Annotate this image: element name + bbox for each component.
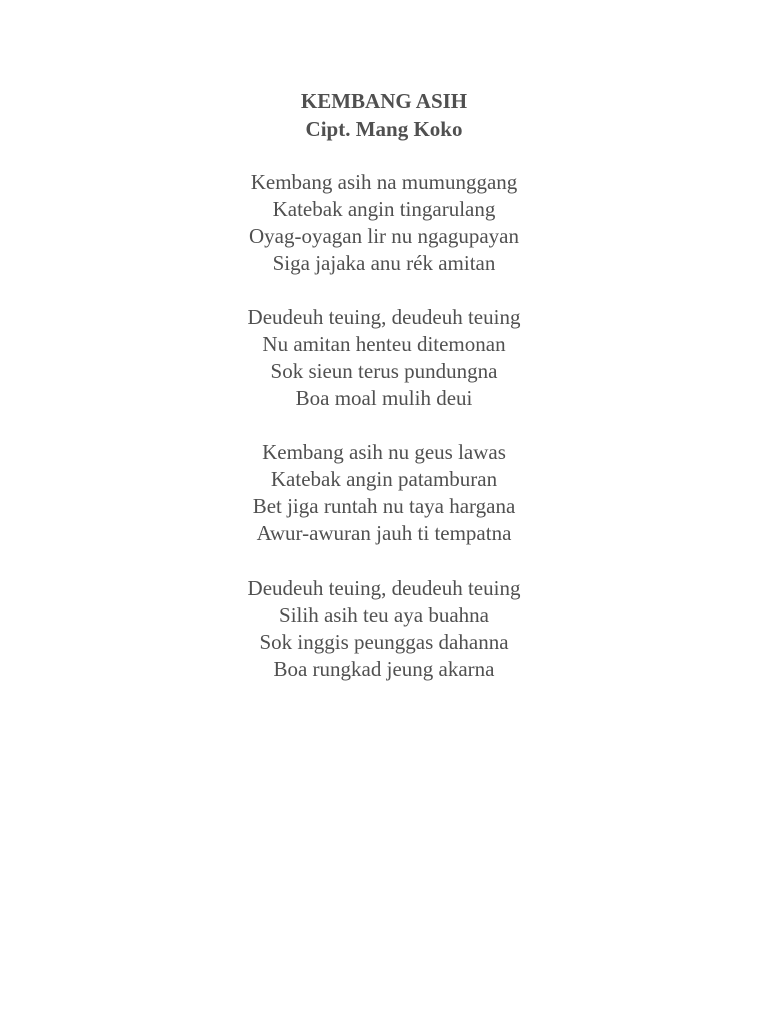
stanza-4 <box>0 575 768 683</box>
lyric-line: Boa moal mulih deui <box>295 386 473 410</box>
lyric-line: Boa rungkad jeung akarna <box>273 657 495 681</box>
lyric-line: Awur-awuran jauh ti tempatna <box>256 521 512 545</box>
lyric-line: Sok sieun terus pundungna <box>270 359 498 383</box>
lyric-line: Katebak angin patamburan <box>270 467 498 491</box>
lyric-line: Kembang asih na mumunggang <box>250 170 518 194</box>
lyric-line: Deudeuh teuing, deudeuh teuing <box>247 305 521 329</box>
lyric-line: Kembang asih nu geus lawas <box>262 440 506 464</box>
song-title: KEMBANG ASIH <box>300 89 468 113</box>
song-credit: Cipt. Mang Koko <box>305 117 463 141</box>
lyric-line: Siga jajaka anu rék amitan <box>272 251 496 275</box>
lyric-line: Bet jiga runtah nu taya hargana <box>252 494 516 518</box>
lyric-line: Deudeuh teuing, deudeuh teuing <box>247 576 521 600</box>
lyric-line: Nu amitan henteu ditemonan <box>262 332 506 356</box>
title-block <box>0 87 768 143</box>
lyric-line: Katebak angin tingarulang <box>272 197 496 221</box>
lyric-line: Silih asih teu aya buahna <box>279 603 489 627</box>
lyric-line: Sok inggis peunggas dahanna <box>259 630 509 654</box>
stanza-1 <box>0 169 768 277</box>
lyric-line: Oyag-oyagan lir nu ngagupayan <box>249 224 519 248</box>
stanza-3 <box>0 439 768 547</box>
stanza-2 <box>0 304 768 412</box>
